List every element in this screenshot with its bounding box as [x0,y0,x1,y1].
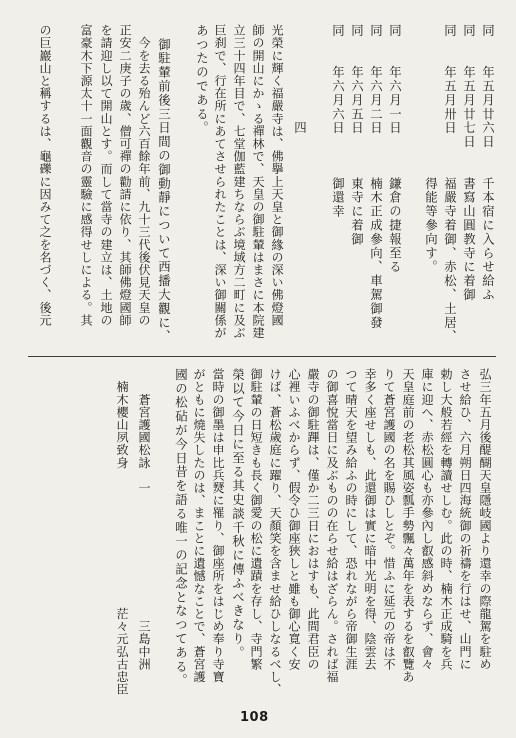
text-column: を請迎し以て開山とす。而して當寺の建立は、土地の [99,24,114,327]
text-column: 當時の御墨は申比兵燹に罹り、御座所をはじめ奉り寺寶 [211,368,226,683]
text-column: 嚴寺の御駐蹕は、僅か二三日におはすも、此間君臣の [306,368,321,671]
text-column: 庫に迎へ、赤松圓心も亦參內し叡感斜めならず、會々 [420,368,435,671]
text-column: 御駐輦の日短きも長く御愛の松に遺蹟を存し、寺門繁 [249,368,264,671]
text-column: 同 年六月一日 鎌倉の捷報至る [387,24,403,275]
text-column: 正安二庚子の歲、僧可禪の勸請に依り、其師佛燈國師 [118,24,133,327]
text-column: けば、蒼松歲庭に躍り、天顏笑を含ませ給ひしなるべし、 [268,368,283,696]
text-column: 光榮に輝く福嚴寺は、佛擧上天皇と御緣の深い佛燈國 [270,24,285,327]
text-column: 富豪木下源太十一面觀音の靈驗に感得せしによる。其 [79,24,94,327]
section-number: 四 [292,24,308,136]
text-column: あつたのである。 [194,24,210,136]
text-column: 御駐輦前後三日間の御動靜について西播大觀に、 [156,24,172,344]
text-column: 立三十四年目で、七堂伽藍建ちならぶ境域方二町に及ぶ [232,24,247,339]
text-column: 榮以て今日に至る其史談千秋に傳ふべきなり。 [230,368,246,660]
text-column: 國の松砧が今日昔を語る唯一の記念となつてある。 [173,368,189,688]
text-column: 同 年五月卅日 福嚴寺着御、赤松、土居、 [442,24,458,344]
text-column: 同 年五月廿七日 書寫山圓教寺に着御 [461,24,477,302]
text-column: 幸多く座せしも、此還御は實に暗中光明を得、陰雲去 [363,368,378,671]
text-column: 同 年六月五日 東寺に着御 [349,24,365,247]
text-column: 今を去る殆んど六百餘年前、九十三代後伏見天皇の [137,24,152,327]
text-column: 天皇庭前の老松其風姿瓢手勢飄々萬年を表するを叡覽あ [401,368,416,683]
text-column: 弘三年五月後醍醐天皇隱岐國より還幸の際龍駕を駐め [478,368,493,671]
text-column: 同 年六月六日 御還幸 [330,24,346,219]
text-column: 師の開山にかゝる禪林で、天皇の御駐輦はまさに本院建 [251,24,266,339]
page-number: 108 [240,710,269,725]
text-column: 巨刹で、行在所にあてさせられたことは、深い御關係が [213,24,228,339]
text-column: 勅し大般若經を轉讀せしむ。此の時、楠木正成騎を兵 [439,368,454,671]
text-column: りて蒼宮護國の名を賜ひしとぞ。惜ふに延元の帝は不 [382,368,397,671]
text-column: 同 年六月二日 楠木正成參向、車駕御發 [368,24,384,330]
text-column: 同 年五月廿六日 千本宿に入らせ給ふ [480,24,496,302]
text-column: 得能等參向す。 [423,24,439,275]
text-column: させ給ひ、六月朔日四海統御の祈禱を行はせ、山門に [458,368,473,671]
section-divider [28,356,496,357]
text-column: つて晴天を望み給ふの時にして、恐れながら帝御生涯 [344,368,359,671]
poem-title: 蒼宮護國松詠 一 三島中洲 [137,368,152,671]
text-column: の御喜悅當日に及ぶものの在らせ給はざらん。されば福 [325,368,340,683]
poem-line: 楠木櫻山夙致身 茫々元弘古忠臣 [115,368,130,696]
text-column: 心裡いふべからず、假令ひ御座狹しと雖も御心寬く安 [287,368,302,671]
text-column: がともに燒失したのは、まことに遺憾なことで、蒼宮護 [192,368,207,683]
text-column: の巨巖山と稱するは、龜礫に因みて之を名づく、後元 [38,24,53,327]
